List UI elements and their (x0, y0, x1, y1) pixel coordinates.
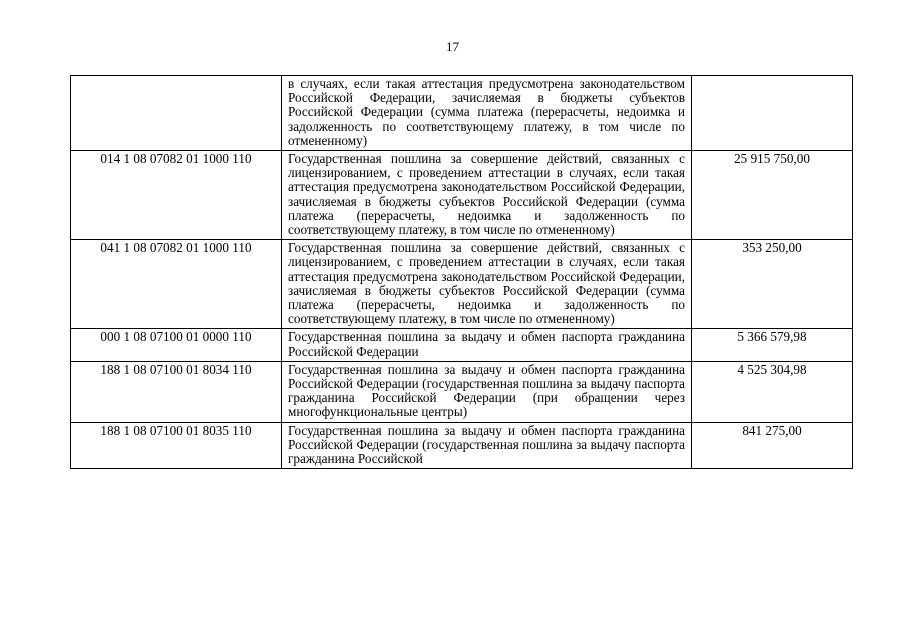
budget-code-cell: 000 1 08 07100 01 0000 110 (71, 329, 282, 361)
amount-cell: 4 525 304,98 (692, 361, 853, 422)
budget-revenue-table (70, 75, 853, 469)
amount-cell: 841 275,00 (692, 422, 853, 469)
amount-cell: 353 250,00 (692, 240, 853, 329)
amount-cell: 5 366 579,98 (692, 329, 853, 361)
budget-code-cell: 014 1 08 07082 01 1000 110 (71, 151, 282, 240)
budget-code-cell: 188 1 08 07100 01 8035 110 (71, 422, 282, 469)
table-row (71, 361, 853, 422)
description-cell: Государственная пошлина за совершение действий, связанных с лицензированием, с проведением аттестации в случаях, если такая аттестация предусмотрена законодательством Российской Федерации, зачисляемая в бюджеты субъектов Российской Федерации (сумма платежа (перерасчеты, недоимка и задолженность по соответствующему платежу, в том числе по отмененному) (282, 151, 692, 240)
description-cell: в случаях, если такая аттестация предусмотрена законодательством Российской Федерации, зачисляемая в бюджеты субъектов Российской Федерации (сумма платежа (перерасчеты, недоимка и задолженность по соответствующему платежу, в том числе по отмененному) (282, 76, 692, 151)
description-cell: Государственная пошлина за выдачу и обмен паспорта гражданина Российской Федерации (государственная пошлина за выдачу паспорта гражданина Российской (282, 422, 692, 469)
budget-code-cell: 188 1 08 07100 01 8034 110 (71, 361, 282, 422)
description-cell: Государственная пошлина за выдачу и обмен паспорта гражданина Российской Федерации (государственная пошлина за выдачу паспорта гражданина Российской Федерации (при обращении через многофункциональные центры) (282, 361, 692, 422)
amount-cell (692, 76, 853, 151)
table-row (71, 240, 853, 329)
budget-code-cell: 041 1 08 07082 01 1000 110 (71, 240, 282, 329)
table-row (71, 151, 853, 240)
budget-code-cell (71, 76, 282, 151)
amount-cell: 25 915 750,00 (692, 151, 853, 240)
table-row (71, 422, 853, 469)
page-number: 17 (446, 39, 459, 54)
table-row (71, 329, 853, 361)
description-cell: Государственная пошлина за выдачу и обмен паспорта гражданина Российской Федерации (282, 329, 692, 361)
table-row (71, 76, 853, 151)
description-cell: Государственная пошлина за совершение действий, связанных с лицензированием, с проведением аттестации в случаях, если такая аттестация предусмотрена законодательством Российской Федерации, зачисляемая в бюджеты субъектов Российской Федерации (сумма платежа (перерасчеты, недоимка и задолженность по соответствующему платежу, в том числе по отмененному) (282, 240, 692, 329)
